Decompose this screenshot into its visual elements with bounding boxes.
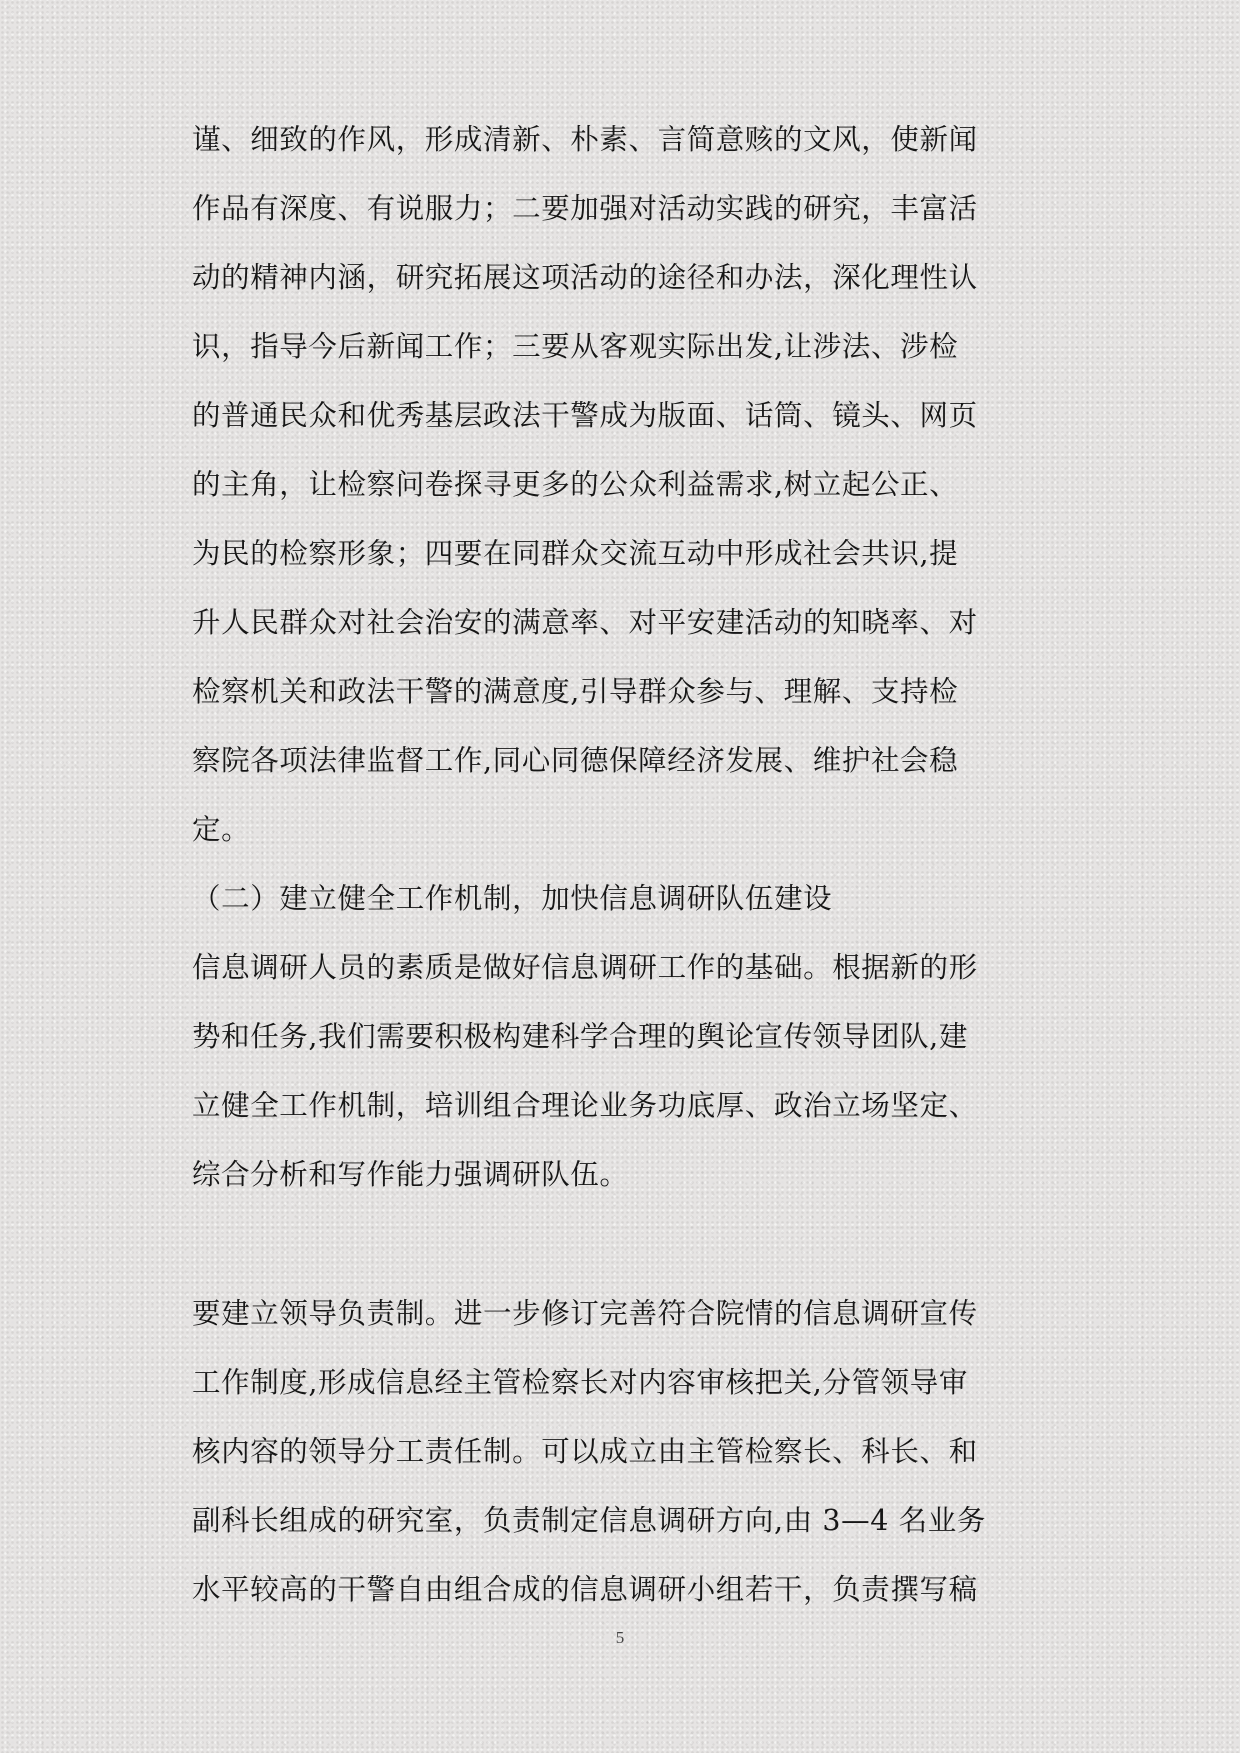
paragraph-line: 作品有深度、有说服力；二要加强对活动实践的研究，丰富活	[192, 192, 978, 225]
paragraph-line: 检察机关和政法干警的满意度,引导群众参与、理解、支持检	[192, 675, 959, 708]
paragraph-line: 定。	[192, 813, 251, 846]
paragraph-line: 动的精神内涵，研究拓展这项活动的途径和办法，深化理性认	[192, 261, 978, 294]
paragraph-line: 察院各项法律监督工作,同心同德保障经济发展、维护社会稳	[192, 744, 959, 777]
section-heading: （二）建立健全工作机制，加快信息调研队伍建设	[192, 882, 833, 915]
paragraph-line: 立健全工作机制，培训组合理论业务功底厚、政治立场坚定、	[192, 1089, 978, 1122]
paragraph-line: 势和任务,我们需要积极构建科学合理的舆论宣传领导团队,建	[192, 1020, 968, 1053]
paragraph-line: 要建立领导负责制。进一步修订完善符合院情的信息调研宣传	[192, 1297, 978, 1330]
paragraph-line: 工作制度,形成信息经主管检察长对内容审核把关,分管领导审	[192, 1366, 968, 1399]
page-number: 5	[615, 1628, 625, 1647]
paragraph-line: 综合分析和写作能力强调研队伍。	[192, 1158, 629, 1191]
paragraph-line: 的普通民众和优秀基层政法干警成为版面、话筒、镜头、网页	[192, 399, 978, 432]
paragraph-line: 识，指导今后新闻工作；三要从客观实际出发,让涉法、涉检	[192, 330, 959, 363]
paragraph-line: 核内容的领导分工责任制。可以成立由主管检察长、科长、和	[192, 1435, 978, 1468]
paragraph-line: 水平较高的干警自由组合成的信息调研小组若干，负责撰写稿	[192, 1573, 978, 1606]
paragraph-line: 谨、细致的作风，形成清新、朴素、言简意赅的文风，使新闻	[192, 123, 978, 156]
paragraph-line: 为民的检察形象；四要在同群众交流互动中形成社会共识,提	[192, 537, 959, 570]
paragraph-spacer	[192, 1214, 1037, 1284]
paragraph-line: 的主角，让检察问卷探寻更多的公众利益需求,树立起公正、	[192, 468, 959, 501]
paragraph-line: 副科长组成的研究室，负责制定信息调研方向,由 3—4 名业务	[192, 1504, 986, 1537]
document-body	[192, 110, 1037, 1629]
paragraph-line: 升人民群众对社会治安的满意率、对平安建活动的知晓率、对	[192, 606, 978, 639]
paragraph-line: 信息调研人员的素质是做好信息调研工作的基础。根据新的形	[192, 951, 978, 984]
